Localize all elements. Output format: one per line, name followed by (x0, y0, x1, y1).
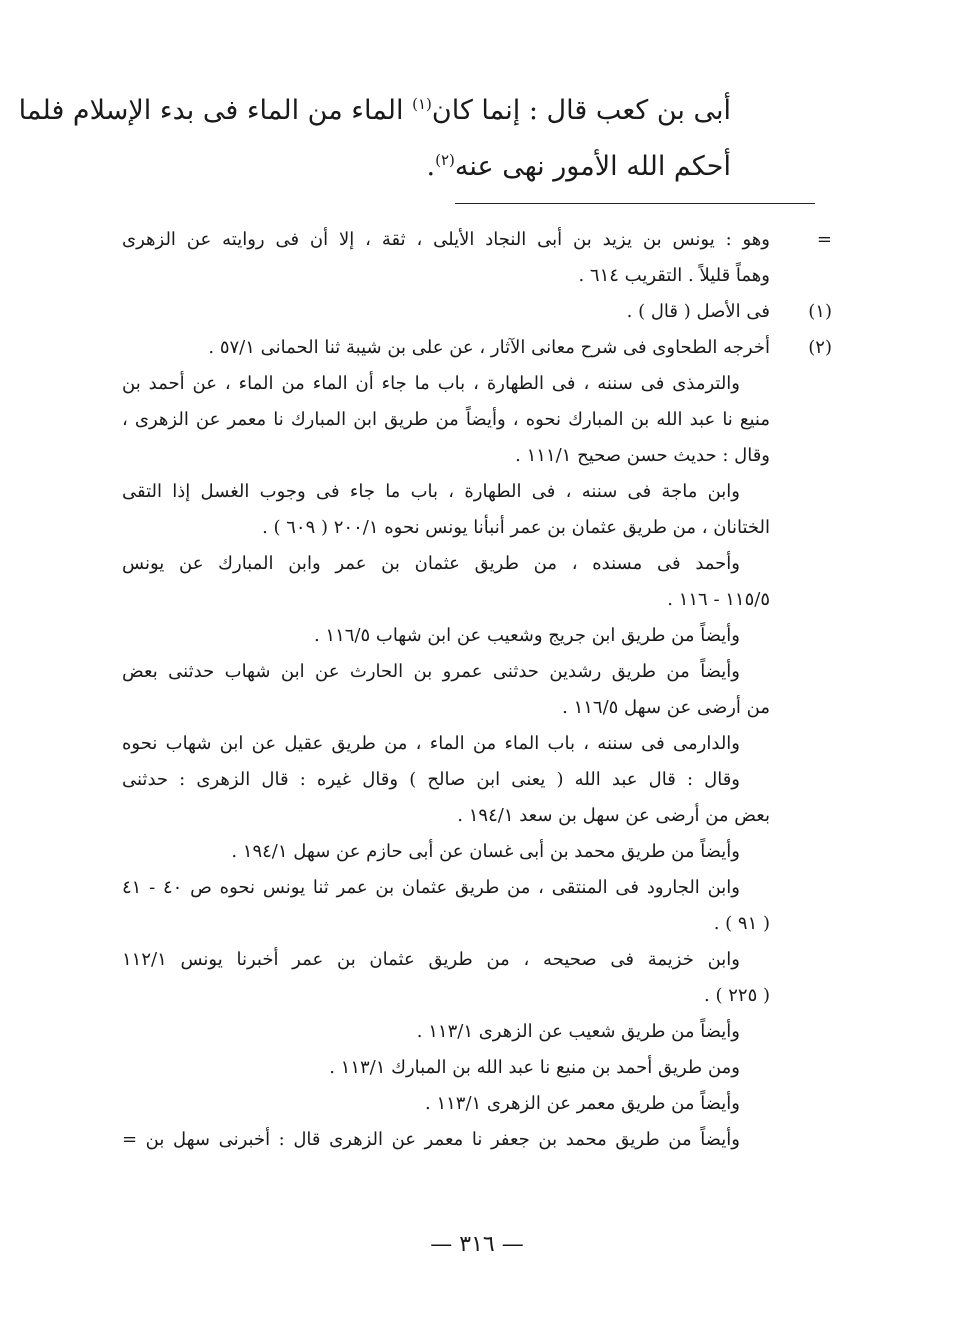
footnotes (122, 222, 832, 1158)
footnote-line: وأيضاً من طريق معمر عن الزهرى ١١٣/١ . (425, 1093, 740, 1114)
footnote-line: من أرضى عن سهل ١١٦/٥ . (562, 697, 770, 718)
page-number: — ٣١٦ — (430, 1232, 524, 1257)
footnote-line: وهماً قليلاً . التقريب ٦١٤ . (578, 265, 770, 286)
continuation-mark: = (816, 229, 832, 250)
footnote-line: وأيضاً من طريق محمد بن جعفر نا معمر عن الزهرى قال : أخبرنى سهل بن = (122, 1129, 740, 1150)
footnote-line: وابن الجارود فى المنتقى ، من طريق عثمان بن عمر ثنا يونس نحوه ص ٤٠ - ٤١ (122, 877, 740, 898)
footnote-line: وابن خزيمة فى صحيحه ، من طريق عثمان بن عمر أخبرنا يونس ١١٢/١ (122, 949, 740, 970)
footnote-number: (٢) (808, 337, 832, 358)
footnote-line: ومن طريق أحمد بن منيع نا عبد الله بن المبارك ١١٣/١ . (329, 1057, 740, 1078)
footnote-line: وقال : قال عبد الله ( يعنى ابن صالح ) وقال غيره : قال الزهرى : حدثنى (122, 769, 740, 790)
main-text (18, 83, 731, 195)
footnote-line: وقال : حديث حسن صحيح ١١١/١ . (515, 445, 770, 466)
footnote-line: والترمذى فى سننه ، فى الطهارة ، باب ما جاء أن الماء من الماء ، عن أحمد بن (122, 373, 740, 394)
footnote-line: وأيضاً من طريق رشدين حدثنى عمرو بن الحارث عن ابن شهاب حدثنى بعض (122, 661, 740, 682)
footnote-line: ( ٩١ ) . (713, 913, 770, 934)
footnote-line: وأيضاً من طريق شعيب عن الزهرى ١١٣/١ . (416, 1021, 740, 1042)
footnote-line: وأيضاً من طريق ابن جريج وشعيب عن ابن شهاب ١١٦/٥ . (313, 625, 740, 646)
footnote-line: = وهو : يونس بن يزيد بن أبى النجاد الأيلى ، ثقة ، إلا أن فى روايته عن الزهرى (122, 222, 832, 258)
footnote-line: وأحمد فى مسنده ، من طريق عثمان بن عمر وابن المبارك عن يونس (122, 553, 740, 574)
footnote-line: وأيضاً من طريق محمد بن أبى غسان عن أبى حازم عن سهل ١٩٤/١ . (231, 841, 740, 862)
footnote-reference: (٢) (435, 151, 455, 169)
main-line: أحكم الله الأمور نهى عنه$^{(٢)}$. (426, 151, 731, 182)
footnote-line: (١) فى الأصل ( قال ) . (122, 294, 832, 330)
footnote-line: (٢) أخرجه الطحاوى فى شرح معانى الآثار ، عن على بن شيبة ثنا الحمانى ٥٧/١ . (122, 330, 832, 366)
footnote-reference: (١) (412, 95, 432, 113)
footnote-line: ( ٢٢٥ ) . (704, 985, 770, 1006)
footnote-line: منيع نا عبد الله بن المبارك نحوه ، وأيضاً من طريق ابن المبارك نا معمر عن الزهرى ، (122, 409, 770, 430)
footnote-line: الختانان ، من طريق عثمان بن عمر أنبأنا يونس نحوه ٢٠٠/١ ( ٦٠٩ ) . (262, 517, 770, 538)
footnote-divider (455, 203, 815, 204)
footnote-line: ١١٥/٥ - ١١٦ . (667, 589, 770, 610)
footnote-line: وابن ماجة فى سننه ، فى الطهارة ، باب ما جاء فى وجوب الغسل إذا التقى (122, 481, 740, 502)
footnote-line: بعض من أرضى عن سهل بن سعد ١٩٤/١ . (457, 805, 770, 826)
main-line: أبى بن كعب قال : إنما كان$^{(١)}$ الماء من الماء فى بدء الإسلام فلما (18, 95, 731, 126)
footnote-line: والدارمى فى سننه ، باب الماء من الماء ، من طريق عقيل عن ابن شهاب نحوه (122, 733, 740, 754)
footnote-number: (١) (808, 301, 832, 322)
